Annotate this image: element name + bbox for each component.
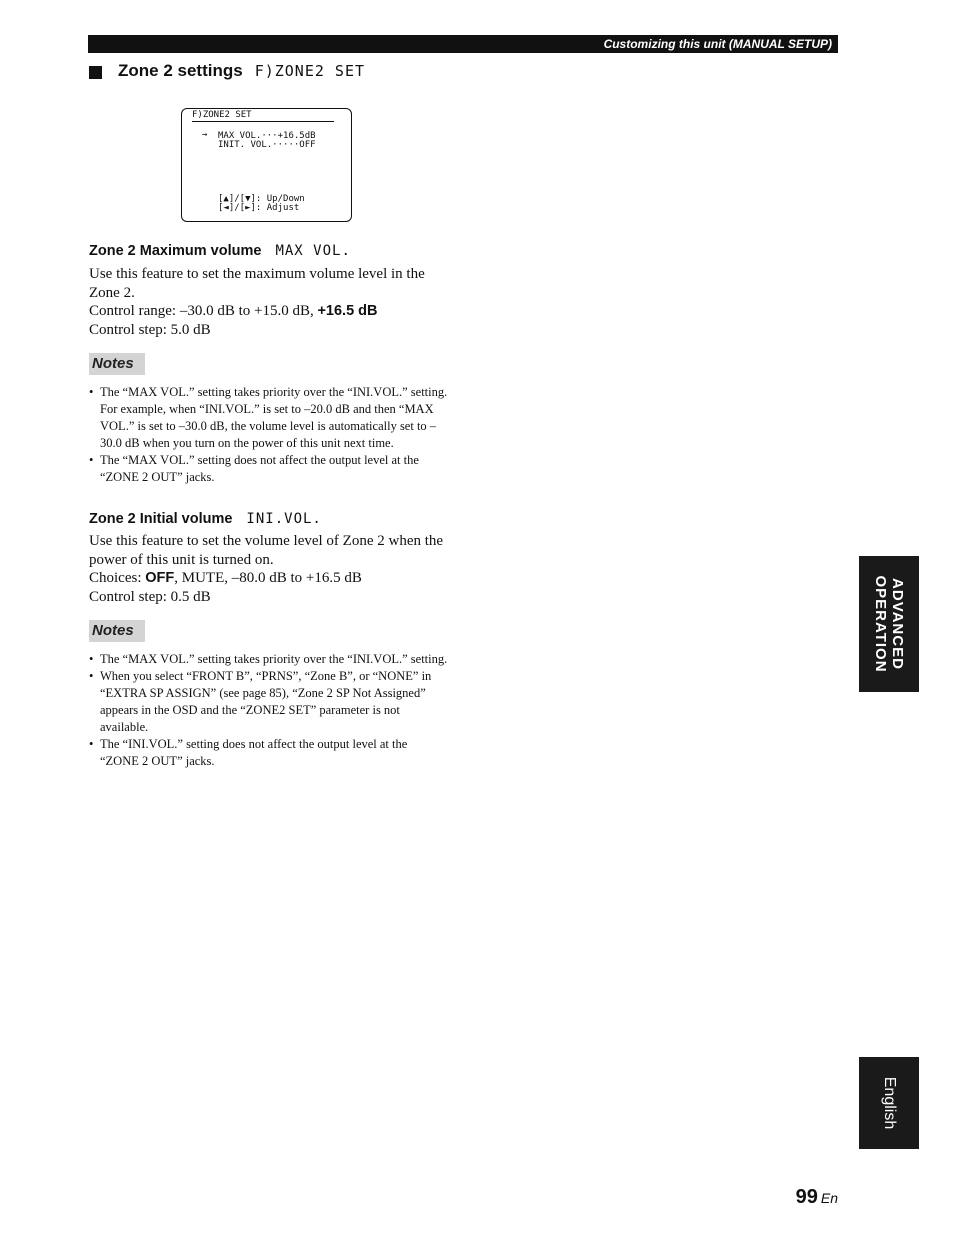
max-volume-description: Use this feature to set the maximum volume level in the Zone 2. bbox=[89, 266, 425, 301]
list-item: • The “INI.VOL.” setting does not affect the output level at the “ZONE 2 OUT” jacks. bbox=[89, 736, 449, 770]
osd-line-max-vol: MAX VOL.···+16.5dB bbox=[218, 131, 316, 141]
initial-volume-heading bbox=[89, 511, 322, 527]
max-volume-range bbox=[89, 302, 459, 321]
zone2-settings-heading bbox=[118, 61, 365, 81]
max-volume-range-default: +16.5 dB bbox=[317, 303, 378, 319]
initial-volume-body bbox=[89, 532, 459, 606]
initial-volume-notes-list bbox=[89, 651, 449, 770]
page-number-value: 99 bbox=[795, 1186, 818, 1208]
osd-line-init-vol: INIT. VOL.·····OFF bbox=[218, 140, 316, 150]
osd-screen bbox=[181, 108, 352, 222]
max-volume-title: Zone 2 Maximum volume bbox=[89, 243, 262, 259]
side-tab-advanced-line: ADVANCED bbox=[889, 578, 906, 670]
section-header-title: Customizing this unit (MANUAL SETUP) bbox=[603, 37, 832, 51]
side-tab-english-label: English bbox=[881, 1076, 898, 1130]
list-item: • The “MAX VOL.” setting does not affect the output level at the “ZONE 2 OUT” jacks. bbox=[89, 452, 449, 486]
max-volume-osd-code: MAX VOL. bbox=[275, 243, 351, 259]
page-number bbox=[796, 1186, 838, 1209]
initial-volume-title: Zone 2 Initial volume bbox=[89, 511, 233, 527]
list-item: • The “MAX VOL.” setting takes priority over the “INI.VOL.” setting. bbox=[89, 651, 449, 668]
square-bullet-icon bbox=[89, 66, 102, 79]
max-volume-range-text: Control range: –30.0 dB to +15.0 dB, bbox=[89, 303, 318, 319]
max-volume-step: Control step: 5.0 dB bbox=[89, 321, 211, 338]
osd-hint-up-down: [▲]/[▼]: Up/Down bbox=[218, 194, 305, 204]
section-header-bar bbox=[88, 35, 838, 53]
initial-volume-choices-default: OFF bbox=[145, 570, 175, 586]
initial-volume-step: Control step: 0.5 dB bbox=[89, 588, 211, 605]
initial-volume-choices-rest: , MUTE, –80.0 dB to +16.5 dB bbox=[174, 570, 362, 586]
zone2-settings-title: Zone 2 settings bbox=[118, 61, 243, 80]
osd-cursor-arrow-icon: → bbox=[202, 130, 208, 140]
side-tab-advanced-operation bbox=[859, 556, 919, 692]
initial-volume-description: Use this feature to set the volume level of Zone 2 when the power of this unit is turned on. bbox=[89, 533, 444, 568]
side-tab-operation-line: OPERATION bbox=[872, 575, 889, 673]
side-tab-english bbox=[859, 1057, 919, 1149]
list-item: • The “MAX VOL.” setting takes priority over the “INI.VOL.” setting. For example, when “INI.VOL.” is set to –20.0 dB and then “MAX VOL.” is set to –30.0 dB, the volume level is automatically set to –30.0 dB when you turn on the power of this unit next time. bbox=[89, 384, 449, 452]
initial-volume-osd-code: INI.VOL. bbox=[246, 511, 322, 527]
max-volume-notes-label: Notes bbox=[89, 353, 145, 375]
osd-screen-title: F)ZONE2 SET bbox=[192, 110, 334, 122]
initial-volume-notes-label: Notes bbox=[89, 620, 145, 642]
side-tab-advanced-operation-label bbox=[872, 575, 906, 672]
list-item: • When you select “FRONT B”, “PRNS”, “Zone B”, or “NONE” in “EXTRA SP ASSIGN” (see page 85), “Zone 2 SP Not Assigned” appears in the OSD and the “ZONE2 SET” parameter is not available. bbox=[89, 668, 449, 736]
max-volume-body bbox=[89, 265, 459, 339]
initial-volume-choices-label: Choices: bbox=[89, 570, 146, 586]
max-volume-heading bbox=[89, 243, 351, 259]
zone2-settings-osd-code: F)ZONE2 SET bbox=[254, 62, 366, 80]
max-volume-notes-list bbox=[89, 384, 449, 486]
osd-hint-adjust: [◄]/[►]: Adjust bbox=[218, 203, 300, 213]
initial-volume-choices bbox=[89, 569, 459, 588]
page-language: En bbox=[820, 1190, 838, 1206]
